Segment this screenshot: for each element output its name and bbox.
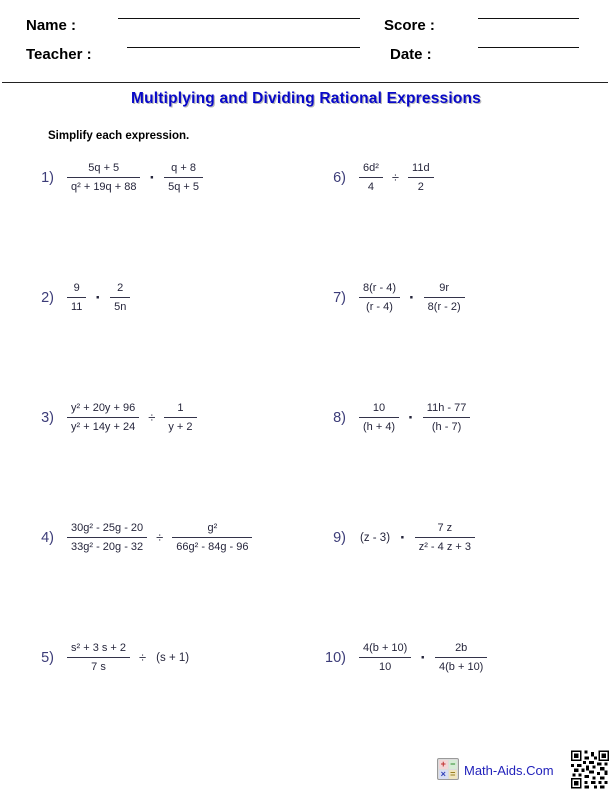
problems-grid xyxy=(0,150,612,750)
denominator: 66g² - 84g - 96 xyxy=(172,537,252,553)
fraction xyxy=(423,402,471,433)
denominator: 4 xyxy=(359,177,383,193)
fraction xyxy=(172,522,252,553)
problem-item xyxy=(28,390,320,510)
numerator: 5q + 5 xyxy=(88,162,120,174)
name-input-line xyxy=(118,18,360,19)
qr-code-icon xyxy=(571,749,609,790)
problem-item xyxy=(320,150,612,270)
fraction xyxy=(359,642,411,673)
equals-icon: = xyxy=(450,769,456,779)
problem-content xyxy=(320,282,465,313)
problem-number: 8) xyxy=(333,409,346,426)
denominator: 33g² - 20g - 32 xyxy=(67,537,147,553)
minus-icon: − xyxy=(450,759,456,769)
problem-number: 9) xyxy=(333,529,346,546)
score-input-line xyxy=(478,18,579,19)
expression xyxy=(67,162,203,193)
expression xyxy=(359,642,487,673)
numerator: 10 xyxy=(372,402,386,414)
multiply-operator: · xyxy=(400,528,406,547)
plus-icon: + xyxy=(440,759,446,769)
problem-number: 1) xyxy=(41,169,54,186)
denominator: (h + 4) xyxy=(359,417,399,433)
divide-operator: ÷ xyxy=(391,170,400,185)
numerator: 2b xyxy=(455,642,468,654)
name-label: Name : xyxy=(26,17,77,34)
expression xyxy=(67,282,130,313)
numerator: 4(b + 10) xyxy=(363,642,408,654)
numerator: 8(r - 4) xyxy=(363,282,396,294)
fraction xyxy=(67,522,147,553)
denominator: 10 xyxy=(359,657,411,673)
problem-number: 10) xyxy=(325,649,346,666)
numerator: y² + 20y + 96 xyxy=(71,402,136,414)
fraction xyxy=(164,402,196,433)
problem-item xyxy=(28,510,320,630)
numerator: 6d² xyxy=(363,162,379,174)
score-label: Score : xyxy=(384,17,435,34)
numerator: q + 8 xyxy=(171,162,196,174)
fraction xyxy=(359,282,400,313)
multiply-operator: · xyxy=(408,408,414,427)
fraction xyxy=(67,642,130,673)
fraction xyxy=(110,282,130,313)
denominator: (r - 4) xyxy=(359,297,400,313)
problem-number: 7) xyxy=(333,289,346,306)
problem-number: 3) xyxy=(41,409,54,426)
math-operations-icon xyxy=(437,758,459,780)
denominator: y + 2 xyxy=(164,417,196,433)
divide-operator: ÷ xyxy=(148,410,156,425)
fraction xyxy=(424,282,465,313)
denominator: 2 xyxy=(408,177,434,193)
problem-item xyxy=(320,390,612,510)
problem-item xyxy=(28,630,320,750)
fraction xyxy=(435,642,487,673)
numerator: 9 xyxy=(73,282,80,294)
problem-content xyxy=(320,402,470,433)
date-label: Date : xyxy=(390,46,432,63)
expression xyxy=(67,642,190,673)
problems-column-left xyxy=(28,150,320,750)
teacher-label: Teacher : xyxy=(26,46,92,63)
multiply-operator: · xyxy=(149,168,156,187)
term: (z - 3) xyxy=(360,531,391,544)
problem-content xyxy=(28,282,130,313)
denominator: 4(b + 10) xyxy=(435,657,487,673)
denominator: y² + 14y + 24 xyxy=(67,417,139,433)
denominator: (h - 7) xyxy=(423,417,471,433)
page-title: Multiplying and Dividing Rational Expressions xyxy=(130,90,482,107)
denominator: 11 xyxy=(67,297,86,313)
instructions-text: Simplify each expression. xyxy=(48,130,190,142)
multiply-operator: · xyxy=(95,288,102,307)
numerator: s² + 3 s + 2 xyxy=(71,642,127,654)
numerator: 11h - 77 xyxy=(426,402,467,414)
problem-content xyxy=(320,162,434,193)
teacher-input-line xyxy=(127,47,360,48)
date-input-line xyxy=(478,47,579,48)
denominator: 8(r - 2) xyxy=(424,297,465,313)
problem-number: 6) xyxy=(333,169,346,186)
fraction xyxy=(67,402,139,433)
brand-link[interactable]: Math-Aids.Com xyxy=(464,763,554,778)
fraction xyxy=(67,162,140,193)
numerator: 1 xyxy=(177,402,184,414)
expression xyxy=(67,402,197,433)
fraction xyxy=(359,402,399,433)
denominator: q² + 19q + 88 xyxy=(67,177,140,193)
expression xyxy=(67,522,252,553)
problem-number: 2) xyxy=(41,289,54,306)
times-icon: × xyxy=(440,769,446,779)
problem-item xyxy=(320,270,612,390)
denominator: 5q + 5 xyxy=(164,177,203,193)
problem-content xyxy=(28,402,197,433)
expression xyxy=(359,522,475,553)
problem-content xyxy=(28,642,190,673)
expression xyxy=(359,162,434,193)
divide-operator: ÷ xyxy=(139,650,147,665)
problem-number: 4) xyxy=(41,529,54,546)
term: (s + 1) xyxy=(156,651,190,664)
problem-number: 5) xyxy=(41,649,54,666)
multiply-operator: · xyxy=(409,288,415,307)
problem-item xyxy=(320,630,612,750)
fraction xyxy=(67,282,86,313)
problem-content xyxy=(28,522,252,553)
problem-item xyxy=(28,150,320,270)
fraction xyxy=(415,522,475,553)
problem-content xyxy=(320,642,487,673)
fraction xyxy=(408,162,434,193)
problems-column-right xyxy=(320,150,612,750)
denominator: 5n xyxy=(110,297,130,313)
numerator: 30g² - 25g - 20 xyxy=(71,522,144,534)
numerator: 7 z xyxy=(437,522,453,534)
problem-item xyxy=(320,510,612,630)
divide-operator: ÷ xyxy=(156,530,164,545)
header-divider xyxy=(2,82,608,83)
fraction xyxy=(359,162,383,193)
fraction xyxy=(164,162,203,193)
denominator: 7 s xyxy=(67,657,130,673)
multiply-operator: · xyxy=(420,648,427,667)
problem-content xyxy=(28,162,203,193)
numerator: 9r xyxy=(439,282,450,294)
numerator: g² xyxy=(207,522,218,534)
problem-item xyxy=(28,270,320,390)
denominator: z² - 4 z + 3 xyxy=(415,537,475,553)
numerator: 11d xyxy=(412,162,430,174)
problem-content xyxy=(320,522,475,553)
expression xyxy=(359,402,470,433)
numerator: 2 xyxy=(117,282,124,294)
expression xyxy=(359,282,465,313)
